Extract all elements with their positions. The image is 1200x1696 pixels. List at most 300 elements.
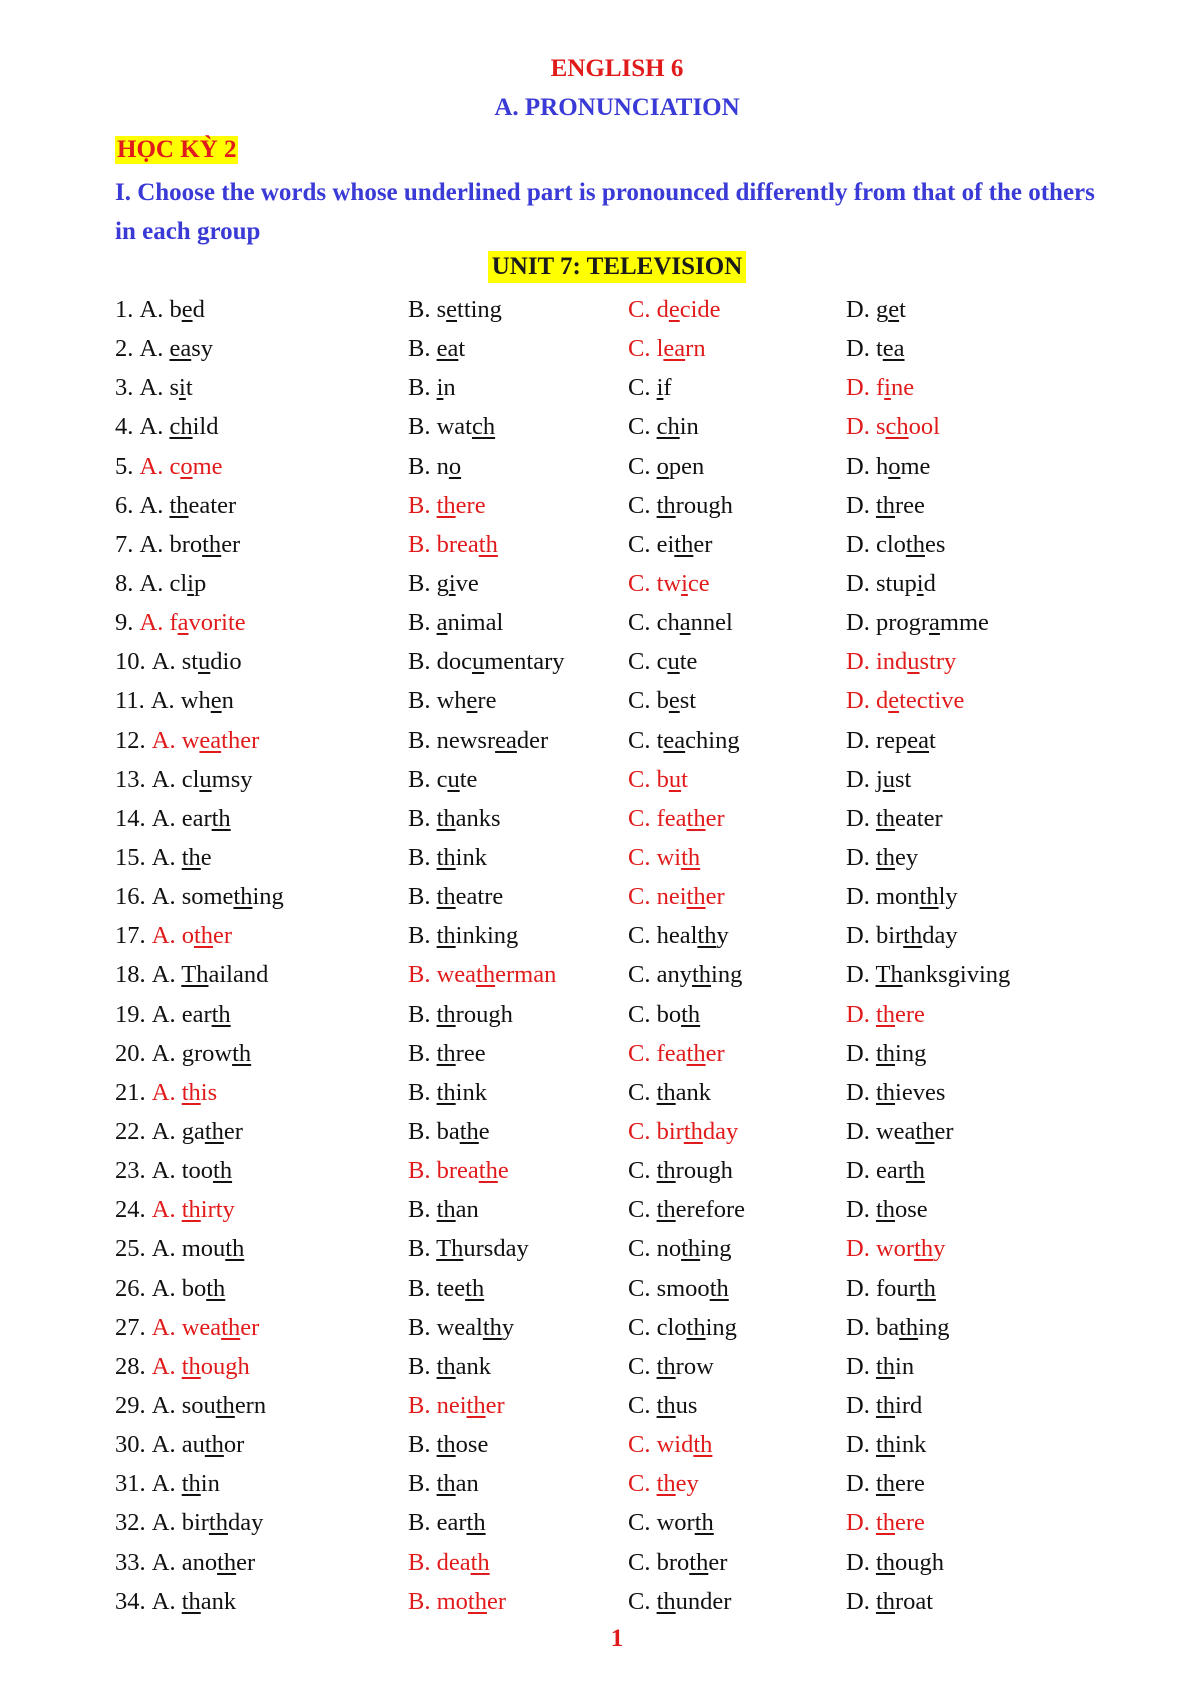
option-b	[408, 1311, 514, 1345]
option-d	[846, 1037, 926, 1071]
underlined-sound: th	[903, 922, 923, 950]
word-prefix: nei	[656, 883, 687, 911]
option-letter: C.	[628, 374, 657, 402]
underlined-sound: Th	[875, 961, 903, 989]
option-letter: B.	[408, 335, 437, 363]
option-letter: B.	[408, 296, 437, 323]
option-word	[628, 1193, 745, 1227]
question-row	[0, 293, 1200, 332]
word-prefix: s	[875, 413, 886, 441]
option-letter: B.	[408, 1509, 437, 1537]
option-c	[628, 1154, 733, 1188]
option-letter: C.	[628, 1157, 657, 1185]
option-letter: A.	[151, 922, 182, 950]
word-prefix: brea	[436, 1157, 479, 1185]
word-suffix: ink	[455, 843, 487, 871]
underlined-sound: th	[875, 491, 896, 519]
word-suffix: anks	[455, 804, 501, 832]
option-word	[140, 567, 207, 601]
option-word	[628, 724, 740, 758]
option-word	[408, 293, 502, 327]
underlined-sound: th	[181, 843, 201, 871]
question-number: 1.	[115, 296, 140, 323]
word-suffix: ailand	[208, 961, 269, 989]
option-d	[846, 919, 958, 953]
question-row	[0, 1389, 1200, 1428]
word-prefix: clo	[656, 1313, 687, 1341]
underlined-sound: ea	[436, 335, 459, 363]
word-prefix: ba	[436, 1117, 460, 1145]
underlined-sound: th	[875, 804, 896, 832]
underlined-sound: th	[436, 1078, 456, 1106]
answer-option	[846, 998, 925, 1032]
answer-option	[152, 1350, 250, 1384]
underlined-sound: th	[225, 1235, 245, 1263]
option-letter: A.	[150, 687, 181, 715]
question-row	[0, 450, 1200, 489]
option-letter: D.	[846, 1391, 876, 1419]
word-suffix: an	[455, 1196, 479, 1224]
word-prefix: bro	[656, 1548, 690, 1576]
underlined-sound: i	[656, 374, 664, 402]
option-c	[628, 919, 729, 953]
option-letter: B.	[408, 1587, 437, 1615]
option-letter: D.	[846, 843, 876, 871]
word-suffix: er	[240, 1313, 260, 1341]
option-c	[628, 802, 725, 836]
option-letter: D.	[846, 726, 876, 754]
underlined-sound: th	[436, 804, 456, 832]
underlined-sound: th	[875, 843, 896, 871]
option-letter: D.	[846, 1470, 876, 1498]
word-prefix: c	[169, 452, 181, 480]
option-d	[846, 567, 936, 601]
option-letter: B.	[408, 687, 437, 715]
underlined-sound: e	[668, 296, 680, 323]
word-suffix: te	[679, 648, 698, 676]
word-prefix: w	[181, 726, 200, 754]
option-a	[115, 332, 213, 366]
option-word	[846, 1389, 922, 1423]
word-suffix: ing	[918, 1313, 950, 1341]
word-suffix: rough	[675, 1157, 733, 1185]
underlined-sound: th	[232, 1039, 252, 1067]
option-b	[408, 567, 479, 601]
question-number: 25.	[115, 1235, 152, 1263]
option-d	[846, 371, 914, 405]
option-word	[152, 645, 242, 679]
underlined-sound: th	[656, 1196, 676, 1224]
option-word	[140, 293, 205, 327]
word-suffix: ose	[895, 1196, 928, 1224]
option-word	[152, 1467, 220, 1501]
option-letter: C.	[628, 1509, 657, 1537]
underlined-sound: th	[693, 1431, 713, 1459]
word-suffix: tting	[457, 296, 502, 323]
word-prefix: some	[181, 883, 234, 911]
option-a	[115, 1311, 259, 1345]
option-b	[408, 1115, 490, 1149]
word-prefix: rep	[875, 726, 908, 754]
question-number: 6.	[115, 491, 140, 519]
word-suffix: is	[200, 1078, 218, 1106]
word-suffix: e	[497, 1157, 509, 1185]
word-prefix: fea	[656, 804, 687, 832]
option-letter: D.	[846, 804, 876, 832]
option-letter: B.	[408, 569, 437, 597]
word-suffix: ne	[890, 374, 915, 402]
word-suffix: ey	[675, 1470, 699, 1498]
option-b	[408, 763, 477, 797]
option-word	[152, 1585, 236, 1619]
option-letter: A.	[139, 335, 170, 363]
option-a	[115, 1115, 243, 1149]
word-prefix: b	[169, 296, 182, 323]
option-a	[115, 1467, 220, 1501]
word-suffix: er	[705, 883, 725, 911]
underlined-sound: th	[436, 1196, 456, 1224]
word-suffix: in	[895, 1352, 915, 1380]
option-word	[846, 880, 958, 914]
question-row	[0, 763, 1200, 802]
word-prefix: t	[656, 726, 664, 754]
underlined-sound: Th	[436, 1235, 464, 1263]
option-d	[846, 410, 940, 444]
option-letter: D.	[846, 335, 876, 363]
underlined-sound: th	[905, 1157, 925, 1185]
word-suffix: e	[478, 1117, 490, 1145]
option-letter: D.	[846, 1352, 876, 1380]
word-suffix: day	[702, 1117, 739, 1145]
underlined-sound: u	[447, 765, 460, 793]
option-b	[408, 410, 495, 444]
word-suffix: d	[923, 569, 936, 597]
answer-option	[846, 645, 956, 679]
option-a	[115, 410, 218, 444]
question-row	[0, 645, 1200, 684]
option-letter: A.	[139, 413, 170, 441]
option-word	[408, 1428, 488, 1462]
option-c	[628, 528, 712, 562]
word-suffix: rough	[675, 491, 733, 519]
question-number: 23.	[115, 1157, 152, 1185]
option-b	[408, 724, 548, 758]
option-word	[152, 880, 284, 914]
word-suffix: dio	[210, 648, 242, 676]
option-letter: A.	[151, 1196, 182, 1224]
option-word	[408, 1272, 484, 1306]
underlined-sound: ea	[169, 335, 192, 363]
question-row	[0, 1272, 1200, 1311]
word-prefix: wea	[875, 1117, 916, 1145]
underlined-sound: th	[208, 1509, 228, 1537]
option-letter: D.	[846, 883, 876, 911]
answer-option	[408, 958, 556, 992]
option-word	[628, 1506, 714, 1540]
option-letter: C.	[628, 1470, 657, 1498]
option-word	[846, 724, 936, 758]
word-suffix: ank	[200, 1587, 237, 1615]
question-row	[0, 1037, 1200, 1076]
word-suffix: ing	[252, 883, 284, 911]
word-suffix: me	[192, 452, 223, 480]
question-row	[0, 919, 1200, 958]
underlined-sound: th	[217, 1548, 237, 1576]
question-row	[0, 1546, 1200, 1585]
option-b	[408, 998, 513, 1032]
word-prefix: ear	[181, 1000, 212, 1028]
option-letter: A.	[151, 1235, 182, 1263]
option-letter: B.	[408, 1039, 437, 1067]
option-d	[846, 1506, 925, 1540]
question-row	[0, 528, 1200, 567]
option-letter: B.	[408, 1548, 437, 1576]
word-suffix: er	[236, 1548, 256, 1576]
option-c	[628, 1389, 697, 1423]
word-suffix: ild	[192, 413, 219, 441]
option-a	[115, 1154, 232, 1188]
question-row	[0, 489, 1200, 528]
option-letter: A.	[151, 726, 182, 754]
word-suffix: an	[455, 1470, 479, 1498]
underlined-sound: ch	[169, 413, 193, 441]
answer-option	[628, 802, 725, 836]
word-suffix: nimal	[447, 609, 504, 637]
word-suffix: mentary	[484, 648, 565, 676]
option-word	[408, 880, 503, 914]
option-letter: C.	[628, 1000, 657, 1028]
option-c	[628, 371, 672, 405]
option-word	[628, 606, 733, 640]
word-suffix: er	[223, 1117, 243, 1145]
option-b	[408, 1272, 484, 1306]
word-prefix: ear	[436, 1509, 467, 1537]
option-letter: D.	[846, 296, 876, 323]
option-word	[152, 1232, 245, 1266]
underlined-sound: ch	[885, 413, 909, 441]
option-word	[408, 1467, 479, 1501]
answer-option	[408, 1154, 509, 1188]
underlined-sound: u	[198, 648, 211, 676]
option-d	[846, 1389, 922, 1423]
question-number: 11.	[115, 687, 151, 715]
option-word	[408, 450, 461, 484]
underlined-sound: ea	[199, 726, 222, 754]
underlined-sound: th	[436, 843, 456, 871]
word-prefix: ano	[181, 1548, 218, 1576]
question-row	[0, 1506, 1200, 1545]
option-b	[408, 371, 456, 405]
word-prefix: doc	[436, 648, 472, 676]
option-c	[628, 998, 700, 1032]
option-word	[408, 1115, 490, 1149]
question-number: 19.	[115, 1000, 152, 1028]
question-number: 34.	[115, 1587, 152, 1615]
option-letter: B.	[408, 1274, 437, 1302]
word-prefix: wi	[656, 843, 682, 871]
option-letter: C.	[628, 883, 657, 911]
option-letter: A.	[151, 1391, 182, 1419]
option-letter: C.	[628, 1431, 657, 1459]
option-letter: C.	[628, 296, 657, 323]
option-b	[408, 1193, 479, 1227]
answer-option	[152, 919, 232, 953]
word-suffix: n	[443, 374, 456, 402]
word-prefix: g	[436, 569, 449, 597]
word-prefix: st	[181, 648, 199, 676]
option-c	[628, 1506, 714, 1540]
underlined-sound: th	[436, 1039, 456, 1067]
option-letter: C.	[628, 922, 657, 950]
underlined-sound: o	[656, 452, 669, 480]
option-word	[628, 371, 672, 405]
option-letter: C.	[628, 1078, 657, 1106]
option-letter: A.	[151, 1078, 182, 1106]
option-d	[846, 1585, 933, 1619]
underlined-sound: th	[215, 1391, 235, 1419]
option-d	[846, 684, 964, 718]
word-suffix: ing	[700, 1235, 732, 1263]
underlined-sound: i	[916, 569, 924, 597]
word-prefix: bir	[656, 1117, 684, 1145]
option-word	[846, 1467, 925, 1501]
underlined-sound: th	[686, 1039, 706, 1067]
option-letter: C.	[628, 1391, 657, 1419]
word-suffix: er	[221, 530, 241, 558]
option-word	[628, 1154, 733, 1188]
option-letter: D.	[846, 922, 876, 950]
option-letter: A.	[139, 452, 170, 480]
option-letter: B.	[408, 374, 437, 402]
word-suffix: er	[693, 530, 713, 558]
option-letter: D.	[846, 1196, 876, 1224]
question-number: 12.	[115, 726, 152, 754]
option-word	[152, 802, 231, 836]
word-prefix: d	[875, 687, 889, 715]
underlined-sound: ea	[907, 726, 929, 754]
word-prefix: c	[656, 648, 668, 676]
question-row	[0, 1428, 1200, 1467]
word-suffix: ough	[895, 1548, 945, 1576]
option-a	[115, 998, 231, 1032]
option-letter: D.	[846, 1587, 876, 1615]
option-letter: C.	[628, 1039, 657, 1067]
option-word	[628, 1272, 729, 1306]
underlined-sound: th	[436, 1431, 456, 1459]
option-letter: A.	[151, 883, 182, 911]
option-word	[408, 724, 548, 758]
underlined-sound: ea	[663, 335, 686, 363]
option-word	[152, 1506, 264, 1540]
word-prefix: g	[875, 296, 889, 323]
option-a	[115, 645, 242, 679]
word-prefix: f	[875, 374, 885, 402]
question-number: 22.	[115, 1117, 152, 1145]
word-prefix: t	[875, 335, 883, 363]
word-prefix: wea	[436, 961, 477, 989]
question-number: 17.	[115, 922, 152, 950]
option-a	[115, 1076, 217, 1110]
option-letter: B.	[408, 452, 437, 480]
option-letter: A.	[151, 1313, 182, 1341]
word-suffix: t	[899, 296, 906, 323]
option-word	[408, 1311, 514, 1345]
underlined-sound: th	[656, 1470, 676, 1498]
word-prefix: au	[181, 1431, 205, 1459]
option-letter: A.	[139, 374, 170, 402]
word-suffix: me	[900, 452, 931, 480]
option-letter: B.	[408, 726, 437, 754]
option-word	[628, 1311, 737, 1345]
underlined-sound: th	[656, 1352, 676, 1380]
option-letter: A.	[151, 765, 182, 793]
option-d	[846, 802, 943, 836]
word-prefix: wea	[181, 1313, 222, 1341]
option-letter: B.	[408, 1313, 437, 1341]
option-word	[408, 332, 465, 366]
question-row	[0, 410, 1200, 449]
word-prefix: fea	[656, 1039, 687, 1067]
option-letter: D.	[846, 413, 876, 441]
option-word	[408, 1193, 479, 1227]
word-suffix: p	[193, 569, 207, 597]
option-letter: C.	[628, 1235, 657, 1263]
word-suffix: row	[675, 1352, 714, 1380]
option-word	[628, 450, 704, 484]
answer-option	[846, 371, 914, 405]
option-a	[115, 1389, 266, 1423]
option-a	[115, 763, 252, 797]
word-suffix: eater	[188, 491, 237, 519]
option-c	[628, 1428, 712, 1462]
option-word	[846, 567, 936, 601]
option-letter: C.	[628, 843, 657, 871]
question-row	[0, 1115, 1200, 1154]
word-prefix: progr	[875, 609, 930, 637]
option-letter: A.	[151, 1470, 182, 1498]
word-suffix: ieves	[895, 1078, 946, 1106]
word-prefix: sou	[181, 1391, 216, 1419]
option-letter: B.	[408, 843, 437, 871]
underlined-sound: th	[875, 1587, 896, 1615]
option-d	[846, 293, 906, 327]
option-a	[115, 1037, 251, 1071]
word-suffix: ank	[675, 1078, 712, 1106]
option-letter: C.	[628, 687, 657, 715]
word-suffix: ching	[685, 726, 740, 754]
option-a	[115, 450, 223, 484]
underlined-sound: a	[436, 609, 448, 637]
option-letter: B.	[408, 1470, 437, 1498]
option-a	[115, 1546, 255, 1580]
option-d	[846, 1115, 954, 1149]
question-number: 9.	[115, 609, 140, 637]
word-prefix: ear	[875, 1157, 906, 1185]
option-letter: D.	[846, 609, 876, 637]
option-letter: B.	[408, 1000, 437, 1028]
option-letter: A.	[151, 843, 182, 871]
word-prefix: ch	[656, 609, 680, 637]
option-c	[628, 1350, 714, 1384]
semester-label: HỌC KỲ 2	[117, 136, 237, 163]
word-suffix: ink	[895, 1431, 927, 1459]
option-letter: A.	[151, 1274, 182, 1302]
option-letter: C.	[628, 609, 657, 637]
word-prefix: mon	[875, 883, 920, 911]
word-prefix: mo	[436, 1587, 468, 1615]
underlined-sound: th	[478, 1157, 498, 1185]
question-number: 30.	[115, 1431, 152, 1459]
